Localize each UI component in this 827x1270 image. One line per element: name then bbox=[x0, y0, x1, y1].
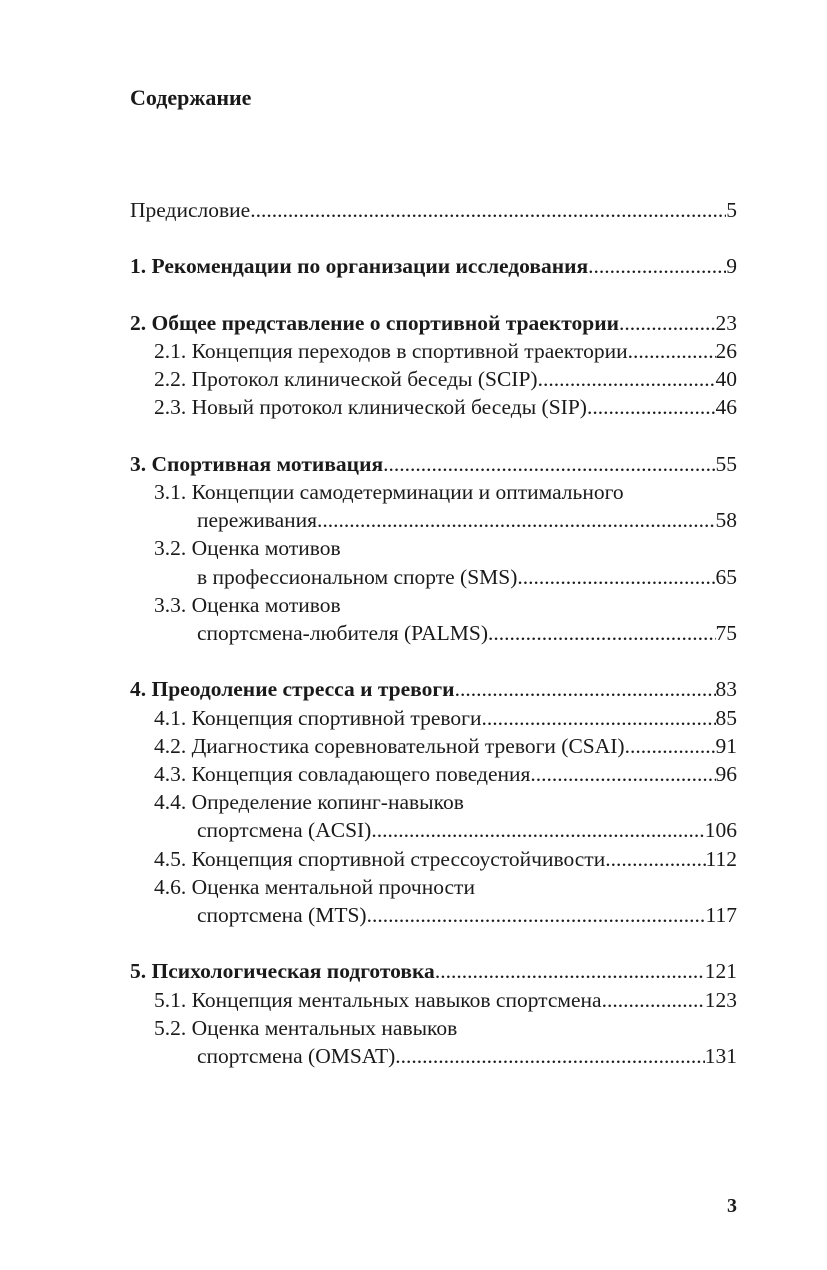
dot-leader bbox=[481, 704, 715, 732]
toc-entry-page: 40 bbox=[715, 367, 737, 392]
toc-entry-page: 23 bbox=[715, 310, 737, 335]
toc-entry[interactable] bbox=[130, 704, 737, 732]
toc-entry-title-cont: спортсмена (ACSI) bbox=[197, 818, 372, 843]
toc-entry-title-cont: спортсмена (MTS) bbox=[197, 903, 367, 928]
toc-chapter-entry[interactable] bbox=[130, 450, 737, 478]
toc-entry-line1[interactable] bbox=[130, 534, 737, 562]
toc-entry-page: 112 bbox=[705, 846, 737, 871]
toc-entry-page: 65 bbox=[715, 564, 737, 589]
dot-leader bbox=[587, 393, 716, 421]
toc-chapter-title: 5. Психологическая подготовка bbox=[130, 959, 435, 984]
toc-chapter-entry[interactable] bbox=[130, 309, 737, 337]
toc-entry[interactable] bbox=[130, 845, 737, 873]
toc-entry[interactable] bbox=[130, 393, 737, 421]
toc-chapter-entry[interactable] bbox=[130, 957, 737, 985]
toc-entry-page: 117 bbox=[705, 903, 737, 928]
dot-leader bbox=[605, 845, 705, 873]
toc-entry-title: Предисловие bbox=[130, 198, 251, 222]
toc-entry-page: 131 bbox=[704, 1044, 737, 1069]
dot-leader bbox=[619, 309, 716, 337]
toc-entry-page: 121 bbox=[704, 959, 737, 984]
toc-entry-line1[interactable] bbox=[130, 788, 737, 816]
dot-leader bbox=[435, 957, 705, 985]
dot-leader bbox=[367, 901, 706, 929]
toc-entry-title: 3.3. Оценка мотивов bbox=[154, 592, 341, 617]
toc-entry-title: 4.2. Диагностика соревновательной тревоги (CSAI) bbox=[154, 733, 625, 758]
toc-entry[interactable] bbox=[130, 986, 737, 1014]
dot-leader bbox=[602, 986, 705, 1014]
toc-entry-page: 85 bbox=[715, 705, 737, 730]
dot-leader bbox=[317, 506, 715, 534]
toc-entry-title: 2.3. Новый протокол клинической беседы (SIP) bbox=[154, 395, 587, 420]
toc-entry-page: 75 bbox=[715, 621, 737, 645]
toc-entry[interactable] bbox=[130, 732, 737, 760]
toc-entry-page: 46 bbox=[715, 395, 737, 420]
toc-section-preface bbox=[130, 196, 737, 224]
toc-entry-page: 55 bbox=[715, 451, 737, 476]
toc-section-4 bbox=[130, 675, 737, 929]
toc-entry[interactable] bbox=[130, 337, 737, 365]
dot-leader bbox=[371, 816, 704, 844]
toc-entry-page: 83 bbox=[715, 677, 737, 702]
dot-leader bbox=[625, 732, 716, 760]
toc-entry-line1[interactable] bbox=[130, 478, 737, 506]
toc-entry-line1[interactable] bbox=[130, 591, 737, 619]
page-title: Содержание bbox=[130, 85, 252, 110]
toc-entry-page: 96 bbox=[715, 762, 737, 786]
toc-entry-title: 4.1. Концепция спортивной тревоги bbox=[154, 705, 482, 730]
table-of-contents bbox=[130, 196, 737, 1098]
page-number: 3 bbox=[727, 1195, 737, 1217]
toc-entry-title: 2.1. Концепция переходов в спортивной траектории bbox=[154, 338, 628, 363]
toc-entry-title-cont: спортсмена-любителя (PALMS) bbox=[197, 621, 489, 645]
dot-leader bbox=[628, 337, 716, 365]
dot-leader bbox=[538, 365, 716, 393]
toc-entry[interactable] bbox=[130, 760, 737, 788]
toc-entry-title: 3.2. Оценка мотивов bbox=[154, 536, 341, 561]
toc-entry-page: 5 bbox=[726, 198, 737, 222]
toc-section-2 bbox=[130, 309, 737, 422]
toc-entry[interactable] bbox=[130, 196, 737, 224]
toc-entry-title: 2.2. Протокол клинической беседы (SCIP) bbox=[154, 367, 538, 392]
toc-entry-line2[interactable] bbox=[130, 816, 737, 844]
toc-entry-title: 5.2. Оценка ментальных навыков bbox=[154, 1015, 458, 1040]
toc-chapter-title: 3. Спортивная мотивация bbox=[130, 451, 384, 476]
dot-leader bbox=[488, 619, 715, 647]
dot-leader bbox=[455, 675, 716, 703]
toc-entry-title: 4.4. Определение копинг-навыков bbox=[154, 790, 464, 815]
toc-section-1 bbox=[130, 252, 737, 280]
toc-chapter-title: 2. Общее представление о спортивной траектории bbox=[130, 310, 619, 335]
toc-entry-page: 106 bbox=[704, 818, 737, 843]
toc-chapter-entry[interactable] bbox=[130, 252, 737, 280]
toc-entry-line2[interactable] bbox=[130, 1042, 737, 1070]
toc-entry-title: 3.1. Концепции самодетерминации и оптимального bbox=[154, 479, 624, 504]
toc-entry-page: 91 bbox=[715, 733, 737, 758]
dot-leader bbox=[250, 196, 726, 224]
toc-entry-title: 5.1. Концепция ментальных навыков спортсмена bbox=[154, 987, 602, 1012]
toc-section-5 bbox=[130, 957, 737, 1070]
toc-entry-title-cont: переживания bbox=[197, 508, 318, 533]
toc-chapter-entry[interactable] bbox=[130, 675, 737, 703]
dot-leader bbox=[395, 1042, 705, 1070]
dot-leader bbox=[588, 252, 726, 280]
toc-entry-title: 4.3. Концепция совладающего поведения bbox=[154, 762, 531, 786]
toc-entry-page: 123 bbox=[704, 987, 737, 1012]
toc-entry-line2[interactable] bbox=[130, 506, 737, 534]
toc-entry-page: 58 bbox=[715, 508, 737, 533]
dot-leader bbox=[383, 450, 715, 478]
toc-chapter-title: 1. Рекомендации по организации исследования bbox=[130, 254, 589, 279]
toc-entry-page: 9 bbox=[726, 254, 737, 279]
toc-entry-page: 26 bbox=[715, 338, 737, 363]
toc-entry[interactable] bbox=[130, 365, 737, 393]
toc-section-3 bbox=[130, 450, 737, 647]
toc-entry-line1[interactable] bbox=[130, 1014, 737, 1042]
toc-chapter-title: 4. Преодоление стресса и тревоги bbox=[130, 677, 455, 702]
toc-entry-line2[interactable] bbox=[130, 901, 737, 929]
toc-entry-title-cont: спортсмена (OMSAT) bbox=[197, 1044, 396, 1069]
toc-entry-title-cont: в профессиональном спорте (SMS) bbox=[197, 564, 518, 589]
toc-entry-title: 4.6. Оценка ментальной прочности bbox=[154, 874, 475, 899]
toc-entry-line2[interactable] bbox=[130, 619, 737, 647]
toc-entry-title: 4.5. Концепция спортивной стрессоустойчивости bbox=[154, 846, 606, 871]
dot-leader bbox=[517, 563, 715, 591]
dot-leader bbox=[530, 760, 715, 788]
toc-entry-line1[interactable] bbox=[130, 873, 737, 901]
toc-entry-line2[interactable] bbox=[130, 563, 737, 591]
